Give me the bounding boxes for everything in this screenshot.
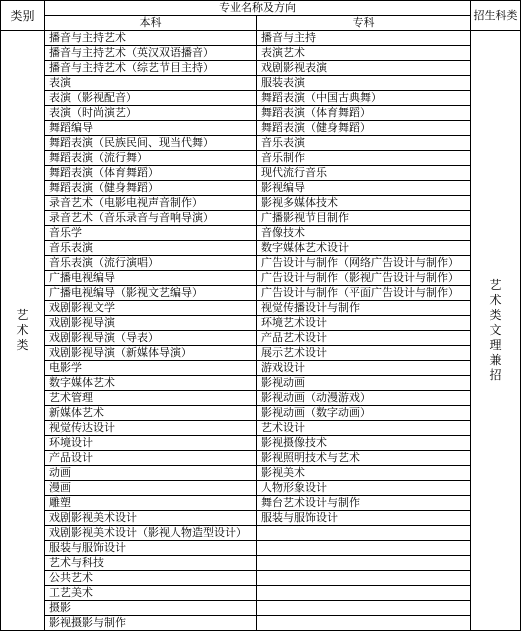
table-row — [1, 181, 521, 196]
bachelor-major-cell: 戏剧影视导演 — [45, 316, 257, 331]
bachelor-major-cell: 电影学 — [45, 361, 257, 376]
associate-major-cell — [257, 541, 471, 556]
major-rows — [1, 31, 521, 631]
category-cell — [1, 31, 45, 631]
admission-cell — [471, 31, 521, 631]
admission-header: 招生科类 — [471, 1, 521, 31]
associate-major-cell — [257, 556, 471, 571]
table-row — [1, 571, 521, 586]
associate-major-cell — [257, 571, 471, 586]
associate-major-cell: 游戏设计 — [257, 361, 471, 376]
bachelor-major-cell: 播音与主持艺术 — [45, 31, 257, 46]
table-row — [1, 481, 521, 496]
bachelor-major-cell: 舞蹈表演（体育舞蹈） — [45, 166, 257, 181]
bachelor-major-cell: 舞蹈编导 — [45, 121, 257, 136]
associate-major-cell: 音乐制作 — [257, 151, 471, 166]
bachelor-major-cell: 播音与主持艺术（英汉双语播音） — [45, 46, 257, 61]
associate-major-cell: 影视摄像技术 — [257, 436, 471, 451]
table-row — [1, 436, 521, 451]
table-row — [1, 106, 521, 121]
bachelor-major-cell: 表演（影视配音） — [45, 91, 257, 106]
associate-major-cell — [257, 616, 471, 631]
table-row — [1, 166, 521, 181]
associate-major-cell — [257, 586, 471, 601]
associate-major-cell: 环境艺术设计 — [257, 316, 471, 331]
bachelor-major-cell: 影视摄影与制作 — [45, 616, 257, 631]
bachelor-major-cell: 录音艺术（音乐录音与音响导演） — [45, 211, 257, 226]
bachelor-major-cell: 动画 — [45, 466, 257, 481]
bachelor-major-cell: 表演 — [45, 76, 257, 91]
table-row — [1, 91, 521, 106]
table-row — [1, 361, 521, 376]
associate-major-cell: 人物形象设计 — [257, 481, 471, 496]
table-row — [1, 421, 521, 436]
table-row — [1, 376, 521, 391]
bachelor-major-cell: 舞蹈表演（民族民间、现当代舞） — [45, 136, 257, 151]
table-row — [1, 316, 521, 331]
associate-major-cell: 影视动画（动漫游戏） — [257, 391, 471, 406]
bachelor-major-cell: 艺术管理 — [45, 391, 257, 406]
table-row — [1, 196, 521, 211]
table-row — [1, 391, 521, 406]
associate-major-cell: 戏剧影视表演 — [257, 61, 471, 76]
bachelor-major-cell: 工艺美术 — [45, 586, 257, 601]
table-row — [1, 271, 521, 286]
associate-major-cell: 广告设计与制作（平面广告设计与制作） — [257, 286, 471, 301]
associate-major-cell: 音乐表演 — [257, 136, 471, 151]
associate-major-cell: 影视多媒体技术 — [257, 196, 471, 211]
associate-major-cell: 影视动画（数字动画） — [257, 406, 471, 421]
bachelor-major-cell: 广播电视编导 — [45, 271, 257, 286]
associate-major-cell — [257, 601, 471, 616]
table-row — [1, 46, 521, 61]
associate-major-cell: 现代流行音乐 — [257, 166, 471, 181]
associate-major-cell: 视觉传播设计与制作 — [257, 301, 471, 316]
bachelor-major-cell: 舞蹈表演（健身舞蹈） — [45, 181, 257, 196]
table-row — [1, 601, 521, 616]
bachelor-major-cell: 音乐学 — [45, 226, 257, 241]
major-group-header: 专业名称及方向 — [45, 1, 471, 16]
associate-major-cell: 广告设计与制作（影视广告设计与制作） — [257, 271, 471, 286]
table-row — [1, 31, 521, 46]
bachelor-major-cell: 服装与服饰设计 — [45, 541, 257, 556]
admission-text: 艺术类文理兼招 — [489, 278, 502, 382]
associate-major-cell: 舞台艺术设计与制作 — [257, 496, 471, 511]
bachelor-major-cell: 艺术与科技 — [45, 556, 257, 571]
bachelor-major-cell: 戏剧影视美术设计（影视人物造型设计） — [45, 526, 257, 541]
table-row — [1, 76, 521, 91]
table-row — [1, 346, 521, 361]
associate-header: 专科 — [257, 16, 471, 31]
table-row — [1, 451, 521, 466]
associate-major-cell: 播音与主持 — [257, 31, 471, 46]
bachelor-major-cell: 雕塑 — [45, 496, 257, 511]
bachelor-major-cell: 环境设计 — [45, 436, 257, 451]
table-row — [1, 586, 521, 601]
bachelor-major-cell: 戏剧影视文学 — [45, 301, 257, 316]
bachelor-major-cell: 广播电视编导（影视文艺编导） — [45, 286, 257, 301]
bachelor-major-cell: 表演（时尚演艺） — [45, 106, 257, 121]
table-row — [1, 301, 521, 316]
table-row — [1, 61, 521, 76]
table-row — [1, 256, 521, 271]
bachelor-major-cell: 漫画 — [45, 481, 257, 496]
table-row — [1, 226, 521, 241]
associate-major-cell: 广告设计与制作（网络广告设计与制作） — [257, 256, 471, 271]
associate-major-cell — [257, 526, 471, 541]
table-row — [1, 136, 521, 151]
associate-major-cell: 展示艺术设计 — [257, 346, 471, 361]
bachelor-major-cell: 录音艺术（电影电视声音制作） — [45, 196, 257, 211]
table-row — [1, 241, 521, 256]
associate-major-cell: 影视动画 — [257, 376, 471, 391]
table-row — [1, 526, 521, 541]
table-row — [1, 151, 521, 166]
associate-major-cell: 产品艺术设计 — [257, 331, 471, 346]
table-row — [1, 331, 521, 346]
category-header: 类别 — [1, 1, 45, 31]
table-row — [1, 616, 521, 631]
associate-major-cell: 广播影视节目制作 — [257, 211, 471, 226]
associate-major-cell: 音像技术 — [257, 226, 471, 241]
table-row — [1, 556, 521, 571]
associate-major-cell: 舞蹈表演（中国古典舞） — [257, 91, 471, 106]
bachelor-major-cell: 戏剧影视美术设计 — [45, 511, 257, 526]
bachelor-major-cell: 戏剧影视导演（导表） — [45, 331, 257, 346]
associate-major-cell: 影视照明技术与艺术 — [257, 451, 471, 466]
table-row — [1, 541, 521, 556]
associate-major-cell: 艺术设计 — [257, 421, 471, 436]
bachelor-major-cell: 舞蹈表演（流行舞） — [45, 151, 257, 166]
table-row — [1, 466, 521, 481]
associate-major-cell: 影视编导 — [257, 181, 471, 196]
associate-major-cell: 服装表演 — [257, 76, 471, 91]
associate-major-cell: 数字媒体艺术设计 — [257, 241, 471, 256]
bachelor-major-cell: 产品设计 — [45, 451, 257, 466]
bachelor-header: 本科 — [45, 16, 257, 31]
table-row — [1, 496, 521, 511]
bachelor-major-cell: 摄影 — [45, 601, 257, 616]
table-row — [1, 121, 521, 136]
table-row — [1, 511, 521, 526]
associate-major-cell: 表演艺术 — [257, 46, 471, 61]
bachelor-major-cell: 公共艺术 — [45, 571, 257, 586]
bachelor-major-cell: 视觉传达设计 — [45, 421, 257, 436]
associate-major-cell: 舞蹈表演（体育舞蹈） — [257, 106, 471, 121]
associate-major-cell: 影视美术 — [257, 466, 471, 481]
bachelor-major-cell: 播音与主持艺术（综艺节目主持） — [45, 61, 257, 76]
category-text: 艺术类 — [16, 308, 29, 352]
bachelor-major-cell: 音乐表演 — [45, 241, 257, 256]
bachelor-major-cell: 音乐表演（流行演唱） — [45, 256, 257, 271]
table-row — [1, 286, 521, 301]
associate-major-cell: 服装与服饰设计 — [257, 511, 471, 526]
bachelor-major-cell: 数字媒体艺术 — [45, 376, 257, 391]
bachelor-major-cell: 新媒体艺术 — [45, 406, 257, 421]
associate-major-cell: 舞蹈表演（健身舞蹈） — [257, 121, 471, 136]
table-row — [1, 211, 521, 226]
bachelor-major-cell: 戏剧影视导演（新媒体导演） — [45, 346, 257, 361]
table-row — [1, 406, 521, 421]
